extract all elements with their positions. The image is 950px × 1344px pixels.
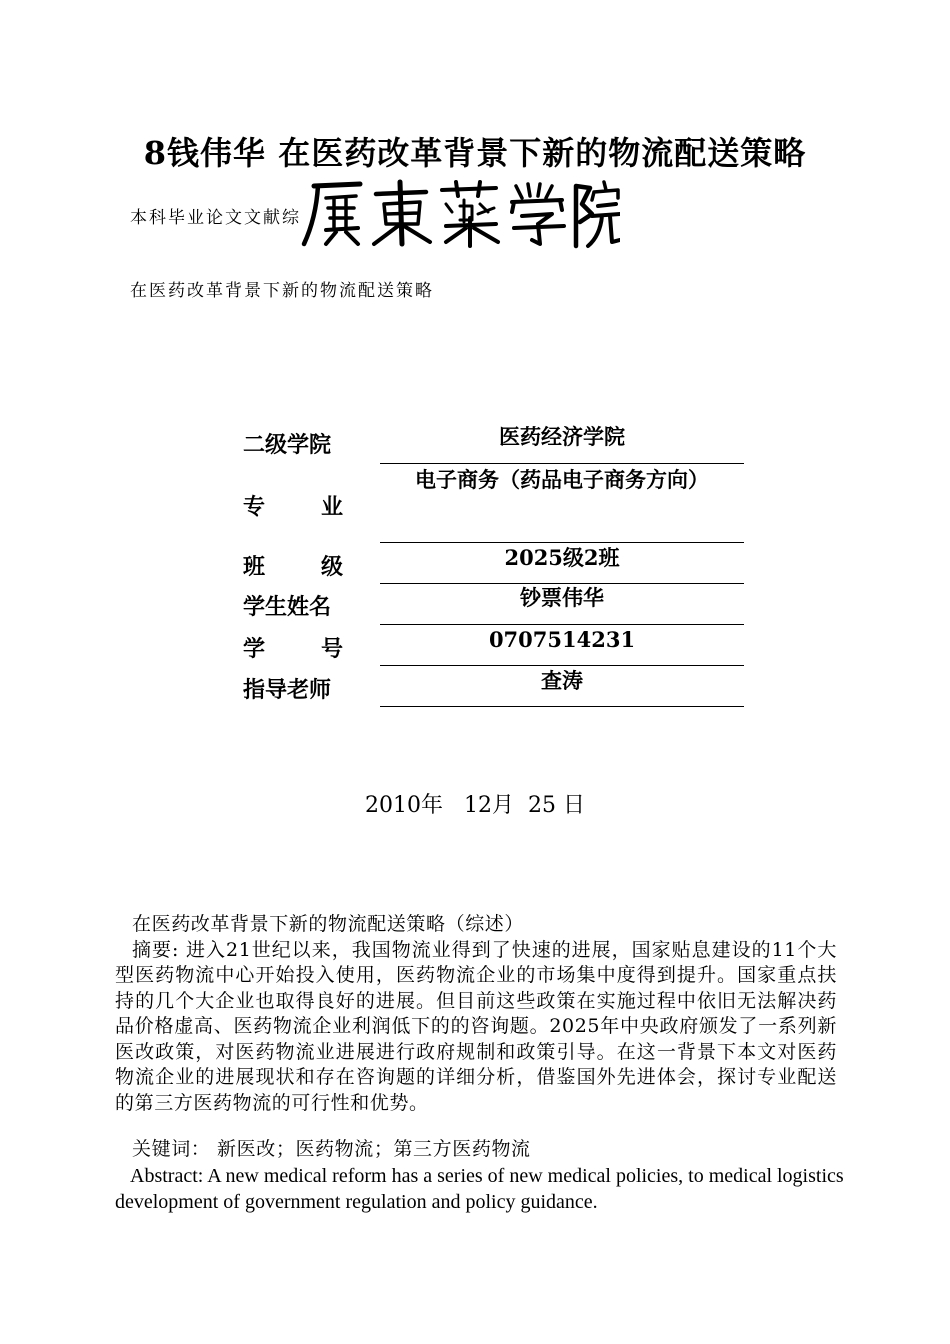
class-label: [243, 550, 343, 581]
class-label-char-2: 级: [320, 554, 343, 580]
university-calligraphy-seal-icon: [300, 178, 620, 250]
major-label-char-2: 业: [320, 494, 343, 520]
advisor-underline: [380, 706, 744, 707]
student-id-value: 0707514231: [488, 627, 636, 652]
major-label-char-1: 专: [243, 494, 266, 520]
abstract-chinese: 摘要: 进入21世纪以来，我国物流业得到了快速的进展，国家贴息建设的11个大型医药物流中心开始投入使用，医药物流企业的市场集中度得到提升。国家重点扶持的几个大企业也取得良好的进展。但目前这些政策在实施过程中依旧无法解决药品价格虚高、医药物流企业利润低下的的咨询题。2025年中央政府颁发了一系列新医改政策，对医药物流业进展进行政府规制和政策引导。在这一背景下本文对医药物流企业的进展现状和存在咨询题的详细分析，借鉴国外先进体会，探讨专业配送的第三方医药物流的可行性和优势。: [115, 938, 837, 1114]
class-label-char-1: 班: [243, 554, 266, 580]
college-label: 二级学院: [243, 432, 332, 458]
review-heading: 在医药改革背景下新的物流配送策略（综述）: [132, 913, 525, 935]
submission-date: 2010年 12月 25 日: [365, 793, 585, 818]
abstract-english: Abstract: A new medical reform has a series of new medical policies, to medical logistics development of government regulation and policy guidance.: [115, 1165, 844, 1213]
document-title: 8钱伟华 在医药改革背景下新的物流配送策略: [143, 134, 807, 172]
document-subtitle: 在医药改革背景下新的物流配送策略: [130, 281, 434, 301]
advisor-value: 查涛: [541, 668, 583, 693]
keywords: 关键词： 新医改；医药物流；第三方医药物流: [132, 1138, 531, 1160]
document-type-line: 本科毕业论文文献综: [130, 208, 301, 228]
student-name-label: 学生姓名: [243, 594, 332, 620]
student-name-value: 钞票伟华: [520, 585, 604, 610]
college-value: 医药经济学院: [499, 424, 625, 449]
student-id-label-char-1: 学: [243, 636, 266, 662]
student-id-label: [243, 632, 343, 663]
class-value: 2025级2班: [504, 545, 620, 570]
student-id-label-char-2: 号: [320, 636, 343, 662]
advisor-label: 指导老师: [243, 677, 332, 703]
major-value: 电子商务（药品电子商务方向）: [415, 467, 709, 492]
major-label: [243, 490, 343, 521]
